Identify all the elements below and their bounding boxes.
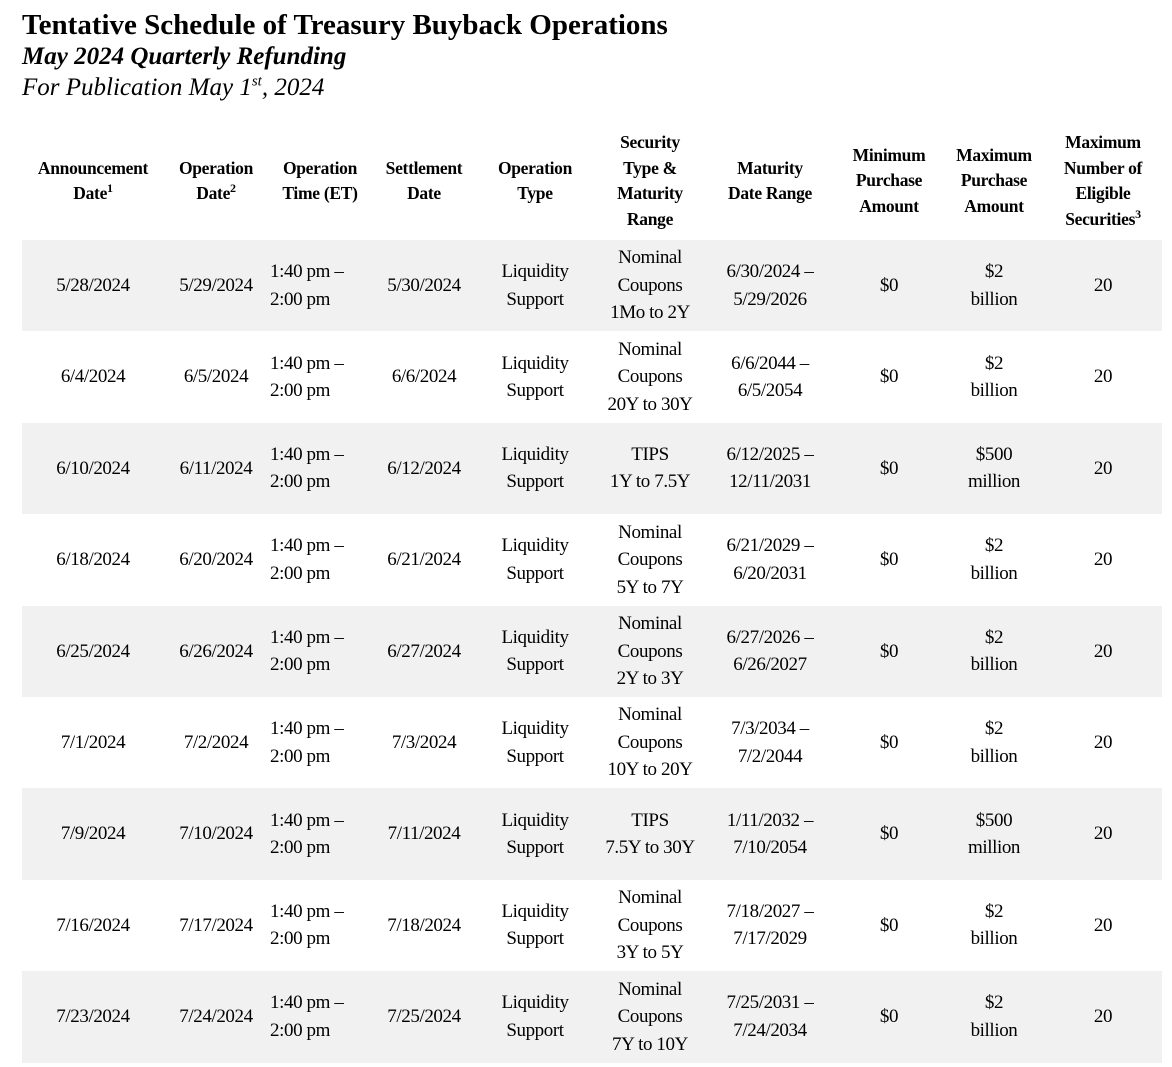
max-securities-cell: 20 — [1044, 697, 1162, 788]
operation-type-cell — [476, 788, 594, 879]
operation-type-cell — [476, 240, 594, 331]
max-securities-cell: 20 — [1044, 331, 1162, 422]
column-header-line: Eligible — [1075, 183, 1131, 203]
cell-line: Support — [506, 1019, 564, 1041]
column-header-line: Amount — [964, 195, 1024, 216]
publication-date — [22, 73, 324, 103]
column-header-line: Date Range — [728, 183, 812, 203]
announcement-date-cell: 6/10/2024 — [22, 423, 164, 514]
operation-date-cell: 6/11/2024 — [164, 423, 268, 514]
column-header-line: Operation — [282, 157, 358, 178]
column-header — [834, 122, 944, 240]
cell-line: Support — [506, 745, 564, 767]
max-securities-cell: 20 — [1044, 880, 1162, 971]
cell-line: $2 — [984, 261, 1004, 283]
cell-line: 2:00 pm — [270, 380, 331, 402]
cell-line: billion — [970, 654, 1018, 676]
cell-line: Nominal — [618, 704, 682, 726]
cell-line: Liquidity — [501, 992, 569, 1014]
maximum-amount-cell — [944, 423, 1044, 514]
operation-date-cell: 6/5/2024 — [164, 331, 268, 422]
maturity-range-cell — [706, 606, 834, 697]
cell-line: Coupons — [617, 731, 683, 753]
maturity-range-cell — [706, 423, 834, 514]
announcement-date-cell: 7/16/2024 — [22, 880, 164, 971]
table-body — [22, 240, 1162, 1063]
operation-type-cell — [476, 423, 594, 514]
column-header-line: Time (ET) — [282, 183, 358, 203]
cell-line: 2Y to 3Y — [616, 668, 684, 689]
column-header-line — [1046, 207, 1160, 233]
maximum-amount-cell — [944, 606, 1044, 697]
cell-line: Nominal — [618, 521, 682, 543]
cell-line: Liquidity — [501, 352, 569, 374]
cell-line: Liquidity — [501, 718, 569, 740]
cell-line: Support — [506, 471, 564, 493]
security-type-cell — [594, 971, 706, 1062]
max-securities-cell: 20 — [1044, 971, 1162, 1062]
column-header-line: Maturity — [617, 183, 683, 203]
cell-line: 6/26/2027 — [733, 654, 807, 676]
settlement-date-cell: 7/18/2024 — [372, 880, 476, 971]
cell-line: million — [967, 471, 1021, 493]
cell-line: Liquidity — [501, 261, 569, 283]
column-header — [1044, 122, 1162, 240]
maturity-range-cell — [706, 880, 834, 971]
cell-line: Coupons — [617, 1006, 683, 1028]
column-header — [476, 122, 594, 240]
column-header-line: Operation — [178, 157, 254, 178]
cell-line: Liquidity — [501, 443, 569, 465]
maximum-amount-cell — [944, 788, 1044, 879]
cell-line: $2 — [984, 900, 1004, 922]
maturity-range-cell — [706, 788, 834, 879]
cell-line: 1:40 pm – — [270, 626, 344, 648]
document-subtitle: May 2024 Quarterly Refunding — [22, 43, 347, 70]
cell-line: 2:00 pm — [270, 1019, 331, 1041]
cell-line: Nominal — [618, 978, 682, 1000]
cell-line: Coupons — [617, 640, 683, 662]
cell-line: Liquidity — [501, 900, 569, 922]
cell-line: billion — [970, 745, 1018, 767]
cell-line: 7/25/2031 – — [726, 992, 814, 1014]
cell-line: 7Y to 10Y — [612, 1033, 688, 1055]
max-securities-cell: 20 — [1044, 788, 1162, 879]
column-header — [594, 122, 706, 240]
table-row — [22, 971, 1162, 1062]
minimum-amount-cell: $0 — [834, 240, 944, 331]
cell-line: billion — [970, 1019, 1018, 1041]
column-header-text: Securities — [1065, 208, 1136, 229]
operation-time-cell — [268, 514, 372, 605]
column-header — [706, 122, 834, 240]
operation-time-cell — [268, 606, 372, 697]
table-row — [22, 606, 1162, 697]
column-header — [22, 122, 164, 240]
cell-line: $2 — [984, 626, 1004, 648]
settlement-date-cell: 6/6/2024 — [372, 331, 476, 422]
cell-line: 7/10/2054 — [733, 837, 807, 859]
operation-time-cell — [268, 788, 372, 879]
maturity-range-cell — [706, 697, 834, 788]
settlement-date-cell: 7/25/2024 — [372, 971, 476, 1062]
column-header — [944, 122, 1044, 240]
cell-line: Liquidity — [501, 809, 569, 831]
operation-type-cell — [476, 880, 594, 971]
settlement-date-cell: 6/21/2024 — [372, 514, 476, 605]
table-row — [22, 240, 1162, 331]
maturity-range-cell — [706, 331, 834, 422]
cell-line: 6/12/2025 – — [726, 443, 814, 465]
maximum-amount-cell — [944, 240, 1044, 331]
security-type-cell — [594, 331, 706, 422]
maximum-amount-cell — [944, 697, 1044, 788]
column-header-line: Maturity — [737, 157, 803, 178]
announcement-date-cell: 7/1/2024 — [22, 697, 164, 788]
cell-line: 20Y to 30Y — [607, 393, 693, 415]
publication-suffix-sup: st — [251, 73, 262, 90]
column-header-line: Settlement — [385, 157, 463, 178]
max-securities-cell: 20 — [1044, 514, 1162, 605]
column-header-text: Date — [196, 183, 231, 203]
column-header-line: Type — [517, 183, 553, 203]
column-header-line: Number of — [1063, 157, 1143, 178]
cell-line: 7/18/2027 – — [726, 900, 814, 922]
cell-line: Liquidity — [501, 626, 569, 648]
operation-date-cell: 6/20/2024 — [164, 514, 268, 605]
column-header-text: Date — [73, 183, 108, 203]
column-header-line: Maximum — [1065, 132, 1141, 152]
cell-line: Coupons — [617, 914, 683, 936]
operation-type-cell — [476, 971, 594, 1062]
max-securities-cell: 20 — [1044, 240, 1162, 331]
cell-line: 5Y to 7Y — [616, 576, 684, 598]
cell-line: 2:00 pm — [270, 562, 331, 584]
cell-line: 7/24/2034 — [733, 1019, 807, 1041]
operation-type-cell — [476, 606, 594, 697]
cell-line: TIPS — [631, 809, 669, 831]
cell-line: 7.5Y to 30Y — [605, 837, 695, 859]
operation-time-cell — [268, 880, 372, 971]
cell-line: Support — [506, 928, 564, 950]
cell-line: 3Y to 5Y — [616, 942, 684, 964]
cell-line: 2:00 pm — [270, 745, 331, 767]
max-securities-cell: 20 — [1044, 423, 1162, 514]
cell-line: 6/21/2029 – — [726, 535, 814, 557]
minimum-amount-cell: $0 — [834, 971, 944, 1062]
cell-line: 1:40 pm – — [270, 443, 344, 465]
table-row — [22, 514, 1162, 605]
cell-line: 2:00 pm — [270, 837, 331, 859]
operation-date-cell: 7/24/2024 — [164, 971, 268, 1062]
column-header-line: Date — [407, 183, 441, 203]
announcement-date-cell: 6/25/2024 — [22, 606, 164, 697]
cell-line: Support — [506, 654, 564, 676]
column-header — [372, 122, 476, 240]
cell-line: 2:00 pm — [270, 288, 331, 310]
column-header-line: Purchase — [855, 170, 923, 191]
cell-line: 7/2/2044 — [737, 745, 803, 767]
cell-line: 1:40 pm – — [270, 992, 344, 1014]
cell-line: Coupons — [617, 366, 683, 388]
table-row — [22, 880, 1162, 971]
cell-line: billion — [970, 288, 1018, 310]
cell-line: 1:40 pm – — [270, 809, 344, 831]
cell-line: billion — [970, 562, 1018, 584]
cell-line: 7/17/2029 — [733, 928, 807, 950]
cell-line: 1:40 pm – — [270, 535, 344, 557]
cell-line: 2:00 pm — [270, 471, 331, 493]
cell-line: 2:00 pm — [270, 928, 331, 950]
column-header-line: Security — [620, 132, 680, 152]
operation-date-cell: 7/17/2024 — [164, 880, 268, 971]
cell-line: Nominal — [618, 247, 682, 269]
settlement-date-cell: 7/11/2024 — [372, 788, 476, 879]
maturity-range-cell — [706, 240, 834, 331]
column-header — [164, 122, 268, 240]
cell-line: $2 — [984, 992, 1004, 1014]
table-row — [22, 697, 1162, 788]
cell-line: Support — [506, 288, 564, 310]
security-type-cell — [594, 880, 706, 971]
table-header-row — [22, 122, 1162, 240]
table-row — [22, 331, 1162, 422]
cell-line: 10Y to 20Y — [607, 759, 693, 781]
cell-line: Nominal — [618, 613, 682, 634]
minimum-amount-cell: $0 — [834, 880, 944, 971]
cell-line: billion — [970, 928, 1018, 950]
column-header-line: Amount — [859, 195, 919, 216]
cell-line: 5/29/2026 — [733, 288, 807, 310]
minimum-amount-cell: $0 — [834, 697, 944, 788]
security-type-cell — [594, 788, 706, 879]
operation-type-cell — [476, 331, 594, 422]
announcement-date-cell: 7/9/2024 — [22, 788, 164, 879]
column-header — [268, 122, 372, 240]
cell-line: 12/11/2031 — [729, 471, 811, 493]
cell-line: 1Y to 7.5Y — [609, 471, 691, 493]
cell-line: 1Mo to 2Y — [610, 302, 690, 324]
operation-type-cell — [476, 697, 594, 788]
column-header-line — [166, 181, 266, 207]
cell-line: Nominal — [618, 338, 682, 360]
cell-line: 6/30/2024 – — [726, 261, 814, 283]
maximum-amount-cell — [944, 514, 1044, 605]
buyback-schedule-table — [22, 122, 1162, 1063]
maturity-range-cell — [706, 514, 834, 605]
security-type-cell — [594, 514, 706, 605]
cell-line: Support — [506, 837, 564, 859]
operation-date-cell: 7/10/2024 — [164, 788, 268, 879]
announcement-date-cell: 5/28/2024 — [22, 240, 164, 331]
cell-line: $2 — [984, 352, 1004, 374]
cell-line: billion — [970, 380, 1018, 402]
table-row — [22, 423, 1162, 514]
settlement-date-cell: 6/12/2024 — [372, 423, 476, 514]
operation-date-cell: 5/29/2024 — [164, 240, 268, 331]
cell-line: 6/5/2054 — [737, 380, 803, 402]
cell-line: 2:00 pm — [270, 654, 331, 676]
column-header-line: Purchase — [960, 170, 1028, 191]
footnote-marker: 3 — [1135, 206, 1141, 221]
minimum-amount-cell: $0 — [834, 606, 944, 697]
minimum-amount-cell: $0 — [834, 788, 944, 879]
cell-line: $500 — [975, 443, 1013, 465]
footnote-marker: 2 — [230, 181, 236, 196]
cell-line: 6/6/2044 – — [731, 352, 809, 374]
cell-line: 6/27/2026 – — [726, 626, 814, 648]
operation-time-cell — [268, 971, 372, 1062]
announcement-date-cell: 6/18/2024 — [22, 514, 164, 605]
cell-line: 1:40 pm – — [270, 900, 344, 922]
column-header-line: Announcement — [37, 157, 149, 178]
column-header-line: Operation — [497, 157, 573, 178]
security-type-cell — [594, 423, 706, 514]
footnote-marker: 1 — [107, 181, 113, 196]
cell-line: million — [967, 837, 1021, 859]
cell-line: TIPS — [631, 443, 669, 465]
minimum-amount-cell: $0 — [834, 423, 944, 514]
maximum-amount-cell — [944, 331, 1044, 422]
maximum-amount-cell — [944, 880, 1044, 971]
cell-line: 6/20/2031 — [733, 562, 807, 584]
column-header-line: Type & — [623, 157, 677, 178]
maturity-range-cell — [706, 971, 834, 1062]
operation-date-cell: 7/2/2024 — [164, 697, 268, 788]
column-header-line: Minimum — [852, 144, 926, 165]
cell-line: Liquidity — [501, 535, 569, 557]
announcement-date-cell: 6/4/2024 — [22, 331, 164, 422]
cell-line: 1:40 pm – — [270, 352, 344, 374]
cell-line: $500 — [975, 809, 1013, 831]
cell-line: 1:40 pm – — [270, 718, 344, 740]
security-type-cell — [594, 606, 706, 697]
announcement-date-cell: 7/23/2024 — [22, 971, 164, 1062]
operation-time-cell — [268, 331, 372, 422]
security-type-cell — [594, 240, 706, 331]
settlement-date-cell: 6/27/2024 — [372, 606, 476, 697]
cell-line: Support — [506, 380, 564, 402]
cell-line: Coupons — [617, 274, 683, 296]
document-title: Tentative Schedule of Treasury Buyback Operations — [22, 9, 668, 41]
publication-prefix: For Publication May 1 — [22, 74, 252, 101]
minimum-amount-cell: $0 — [834, 331, 944, 422]
cell-line: Coupons — [617, 549, 683, 571]
cell-line: 1:40 pm – — [270, 261, 344, 283]
cell-line: $2 — [984, 535, 1004, 557]
security-type-cell — [594, 697, 706, 788]
operation-time-cell — [268, 423, 372, 514]
settlement-date-cell: 7/3/2024 — [372, 697, 476, 788]
cell-line: Nominal — [618, 887, 682, 909]
cell-line: 7/3/2034 – — [731, 718, 809, 740]
maximum-amount-cell — [944, 971, 1044, 1062]
column-header-line: Maximum — [956, 144, 1032, 165]
publication-year: , 2024 — [261, 74, 325, 101]
max-securities-cell: 20 — [1044, 606, 1162, 697]
settlement-date-cell: 5/30/2024 — [372, 240, 476, 331]
cell-line: Support — [506, 562, 564, 584]
column-header-line: Range — [626, 208, 674, 229]
operation-time-cell — [268, 697, 372, 788]
table-row — [22, 788, 1162, 879]
minimum-amount-cell: $0 — [834, 514, 944, 605]
cell-line: 1/11/2032 – — [726, 809, 814, 831]
operation-type-cell — [476, 514, 594, 605]
cell-line: $2 — [984, 718, 1004, 740]
operation-time-cell — [268, 240, 372, 331]
column-header-line — [24, 181, 162, 207]
operation-date-cell: 6/26/2024 — [164, 606, 268, 697]
